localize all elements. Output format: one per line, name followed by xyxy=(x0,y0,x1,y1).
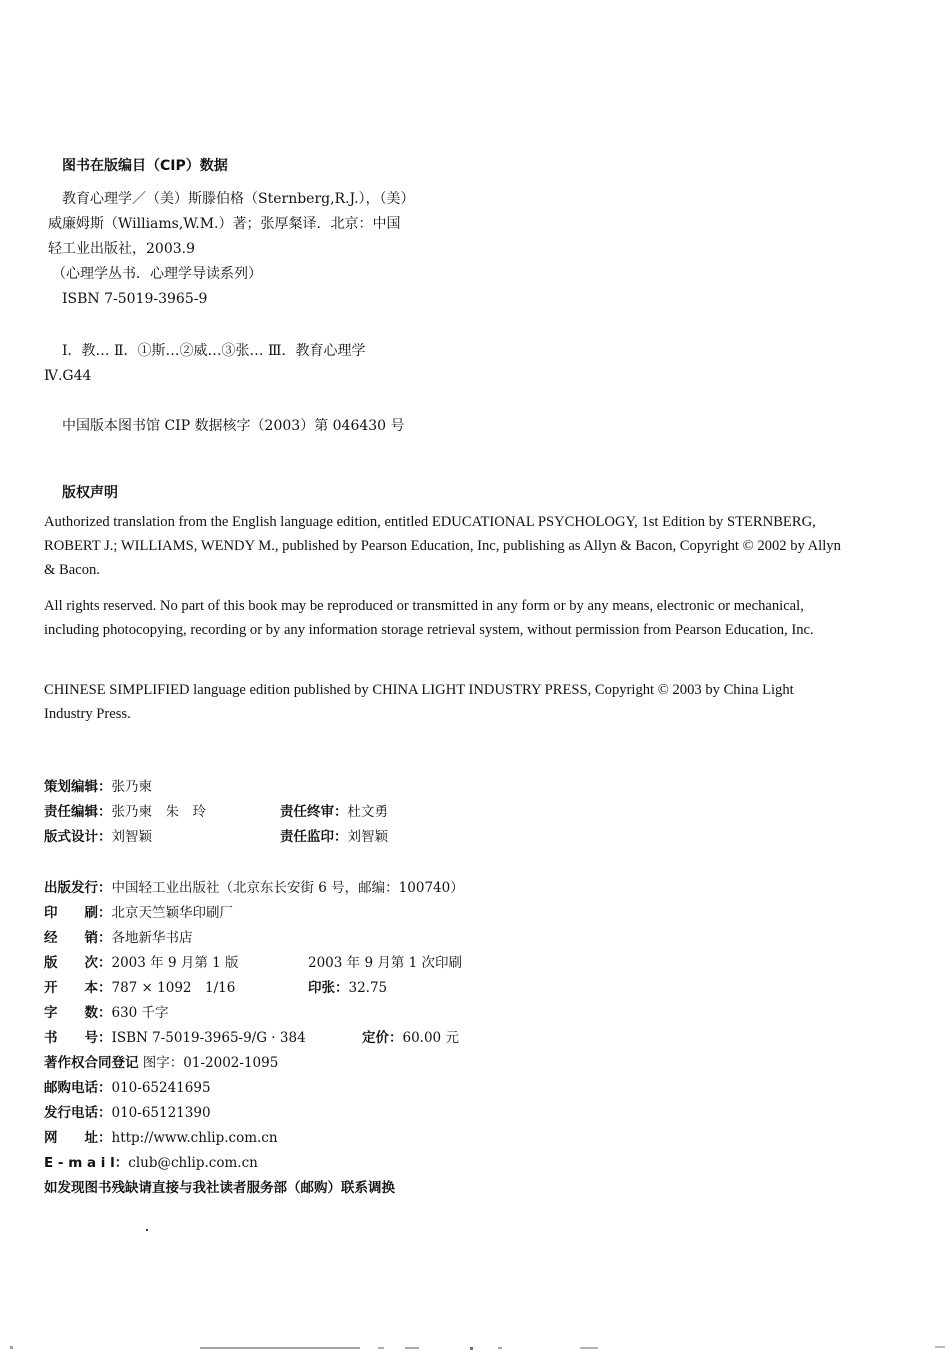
cip-record-number: 中国版本图书馆 CIP 数据核字（2003）第 046430 号 xyxy=(62,418,405,434)
final-review-label: 责任终审： xyxy=(280,804,348,820)
distribution-label: 出版发行： xyxy=(44,880,112,896)
edition-label: 版 次： xyxy=(44,955,112,971)
cip-classification-code: Ⅳ.G44 xyxy=(44,368,92,384)
credit-planning-editor xyxy=(44,776,152,798)
cip-line-2: 威廉姆斯（Williams,W.M.）著；张厚粲译．北京：中国 xyxy=(48,216,401,232)
email-value: club@chlip.com.cn xyxy=(128,1155,258,1171)
book-number-value: ISBN 7-5019-3965-9/G · 384 xyxy=(111,1030,306,1046)
copyright-paragraph-2: All rights reserved. No part of this book may be reproduced or transmitted in any form or by any means, electronic or mechanical, including photocopying, recording or by any information storage retrieval system, without permission from Pearson Education, Inc. xyxy=(44,598,814,638)
layout-design-label: 版式设计： xyxy=(44,829,112,845)
responsible-editor-label: 责任编辑： xyxy=(44,804,112,820)
layout-design-value: 刘智颖 xyxy=(111,829,152,845)
printing-label: 印 刷： xyxy=(44,905,112,921)
responsible-editor-value: 张乃柬 朱 玲 xyxy=(111,804,206,820)
pub-printing xyxy=(44,902,233,924)
pub-edition xyxy=(44,952,239,974)
copyright-paragraph-3: CHINESE SIMPLIFIED language edition published by CHINA LIGHT INDUSTRY PRESS, Copyright © 2003 by China Light Industry Press. xyxy=(44,682,794,722)
mail-order-label: 邮购电话： xyxy=(44,1080,112,1096)
credit-responsible-editor xyxy=(44,801,206,823)
credit-final-review xyxy=(280,801,388,823)
mail-order-value: 010-65241695 xyxy=(111,1080,211,1096)
final-review-value: 杜文勇 xyxy=(347,804,388,820)
pub-sales xyxy=(44,927,193,949)
pub-email xyxy=(44,1152,258,1174)
printing-value: 北京天竺颖华印刷厂 xyxy=(111,905,233,921)
pub-impression: 2003 年 9 月第 1 次印刷 xyxy=(308,955,462,971)
pub-price xyxy=(362,1027,459,1049)
pub-words xyxy=(44,1002,169,1024)
pub-sheets xyxy=(308,977,387,999)
email-label: E - m a i l： xyxy=(44,1155,129,1171)
contract-registration-value: 图字：01-2002-1095 xyxy=(142,1055,279,1071)
credit-layout-design xyxy=(44,826,152,848)
website-value: http://www.chlip.com.cn xyxy=(111,1130,278,1146)
print-supervisor-label: 责任监印： xyxy=(280,829,348,845)
sheets-value: 32.75 xyxy=(348,980,388,996)
planning-editor-value: 张乃柬 xyxy=(111,779,152,795)
price-value: 60.00 元 xyxy=(402,1030,459,1046)
pub-distribution xyxy=(44,877,464,899)
planning-editor-label: 策划编辑： xyxy=(44,779,112,795)
words-label: 字 数： xyxy=(44,1005,112,1021)
sheets-label: 印张： xyxy=(308,980,349,996)
cip-line-3: 轻工业出版社，2003.9 xyxy=(48,241,195,257)
format-label: 开 本： xyxy=(44,980,112,996)
pub-issue-phone xyxy=(44,1102,211,1124)
cip-classification: Ⅰ．教… Ⅱ．①斯…②威…③张… Ⅲ．教育心理学 xyxy=(62,343,366,359)
words-value: 630 千字 xyxy=(111,1005,169,1021)
pub-mail-order-phone xyxy=(44,1077,211,1099)
distribution-value: 中国轻工业出版社（北京东长安街 6 号，邮编：100740） xyxy=(111,880,464,896)
cip-line-4: （心理学丛书．心理学导读系列） xyxy=(52,266,262,282)
copyright-heading: 版权声明 xyxy=(62,485,118,501)
pub-notice: 如发现图书残缺请直接与我社读者服务部（邮购）联系调换 xyxy=(44,1180,395,1196)
cip-isbn: ISBN 7-5019-3965-9 xyxy=(62,291,208,307)
sales-value: 各地新华书店 xyxy=(111,930,193,946)
copyright-paragraph-1: Authorized translation from the English language edition, entitled EDUCATIONAL PSYCHOLOGY, 1st Edition by STERNBERG, ROBERT J.; WILLIAMS, WENDY M., published by Pearson Education, Inc, publishing as Allyn & Bacon, Copyright © 2002 by Allyn & Bacon. xyxy=(44,514,841,578)
credit-print-supervisor xyxy=(280,826,388,848)
sales-label: 经 销： xyxy=(44,930,112,946)
scan-speck xyxy=(146,1229,148,1231)
book-number-label: 书 号： xyxy=(44,1030,112,1046)
website-label: 网 址： xyxy=(44,1130,112,1146)
cip-heading: 图书在版编目（CIP）数据 xyxy=(62,158,228,174)
pub-book-number xyxy=(44,1027,306,1049)
issue-phone-value: 010-65121390 xyxy=(111,1105,211,1121)
pub-website xyxy=(44,1127,278,1149)
print-supervisor-value: 刘智颖 xyxy=(347,829,388,845)
format-value: 787 × 1092 1/16 xyxy=(111,980,236,996)
scan-artifacts xyxy=(0,1346,950,1350)
edition-value: 2003 年 9 月第 1 版 xyxy=(111,955,239,971)
contract-registration-label: 著作权合同登记 xyxy=(44,1055,139,1071)
cip-line-1: 教育心理学／（美）斯滕伯格（Sternberg,R.J.），（美） xyxy=(62,191,415,207)
pub-contract-registration xyxy=(44,1052,278,1074)
pub-format xyxy=(44,977,235,999)
issue-phone-label: 发行电话： xyxy=(44,1105,112,1121)
price-label: 定价： xyxy=(362,1030,403,1046)
